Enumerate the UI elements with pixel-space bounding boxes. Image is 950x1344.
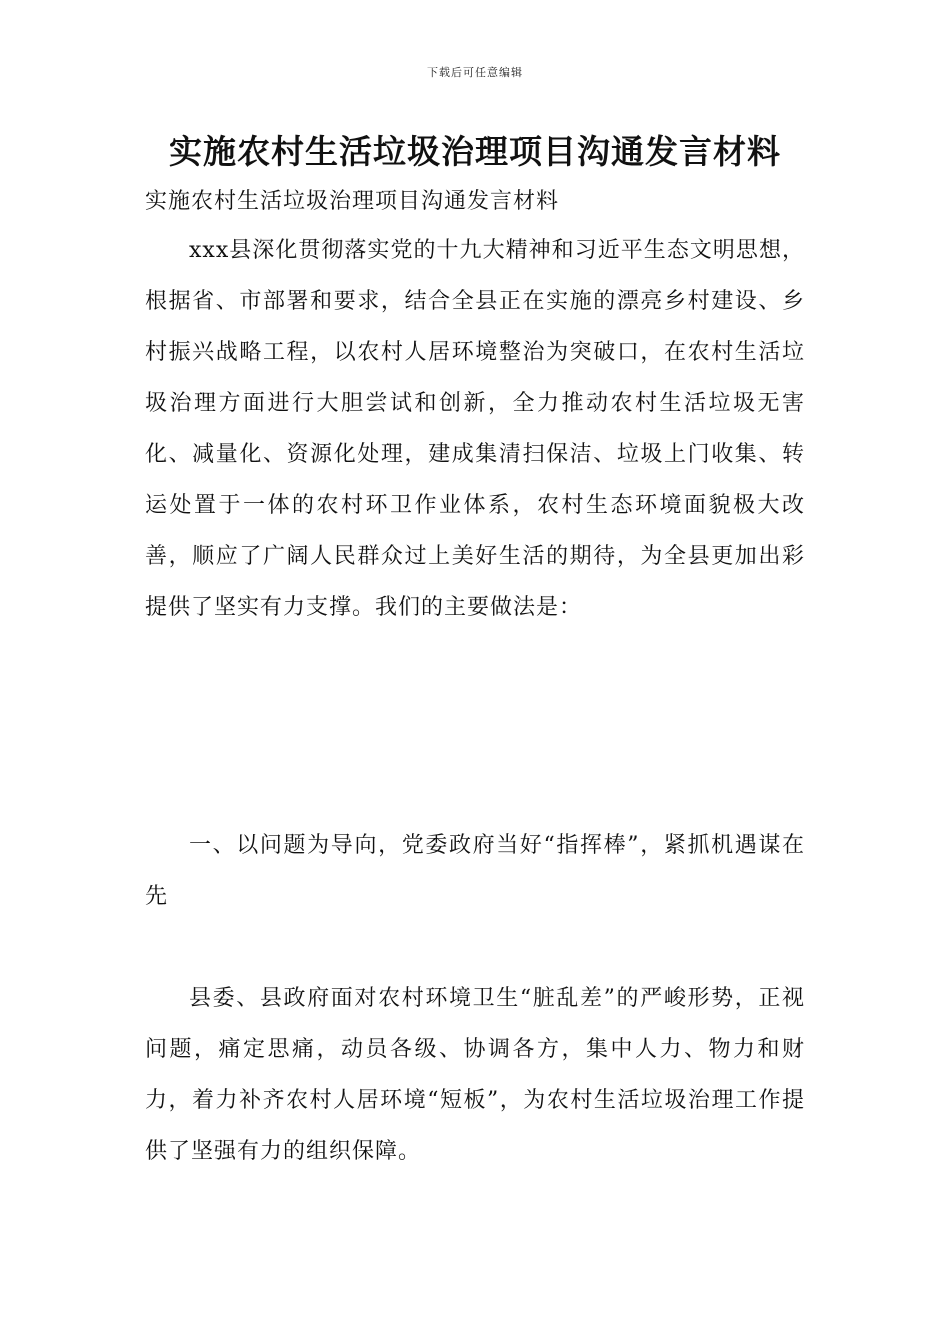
body-paragraph-intro: xxx县深化贯彻落实党的十九大精神和习近平生态文明思想，根据省、市部署和要求，结合全县正在实施的漂亮乡村建设、乡村振兴战略工程，以农村人居环境整治为突破口，在农村生活垃圾治理方面进行大胆尝试和创新，全力推动农村生活垃圾无害化、减量化、资源化处理，建成集清扫保洁、垃圾上门收集、转运处置于一体的农村环卫作业体系，农村生态环境面貌极大改善，顺应了广阔人民群众过上美好生活的期待，为全县更加出彩提供了坚实有力支撑。我们的主要做法是： <box>145 238 805 620</box>
section-heading-1: 一、以问题为导向，党委政府当好“指挥棒”，紧抓机遇谋在先 <box>145 833 805 909</box>
header-note: 下载后可任意编辑 <box>427 66 523 79</box>
document-subtitle: 实施农村生活垃圾治理项目沟通发言材料 <box>145 189 560 214</box>
body-paragraph-section-1: 县委、县政府面对农村环境卫生“脏乱差”的严峻形势，正视问题，痛定思痛，动员各级、协调各方，集中人力、物力和财力，着力补齐农村人居环境“短板”，为农村生活垃圾治理工作提供了坚强有力的组织保障。 <box>145 986 805 1164</box>
document-title: 实施农村生活垃圾治理项目沟通发言材料 <box>169 132 781 171</box>
